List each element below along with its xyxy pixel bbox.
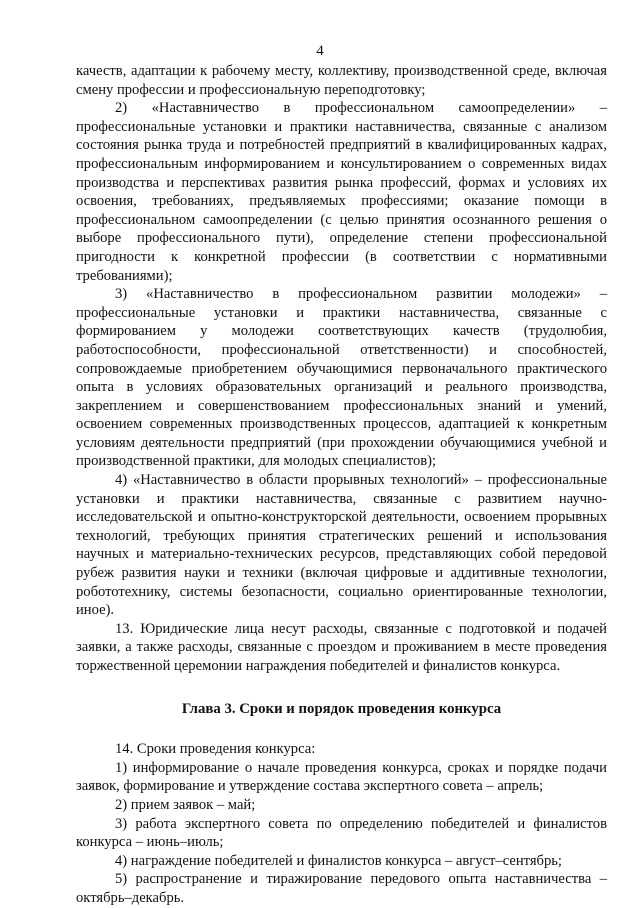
deadline-item-3: 3) работа экспертного совета по определению победителей и финалистов конкурса – июнь–июль; bbox=[76, 815, 607, 851]
chapter-heading: Глава 3. Сроки и порядок проведения конкурса bbox=[181, 700, 502, 717]
deadline-item-1: 1) информирование о начале проведения конкурса, сроках и порядке подачи заявок, формирование и утверждение состава экспертного совета – апрель; bbox=[76, 759, 607, 795]
paragraph-item-4: 4) «Наставничество в области прорывных технологий» – профессиональные установки и практики наставничества, связанные с развитием научно-исследовательской и опытно-конструкторской деятельности, освоением прорывных технологий, требующих принятия стратегических решений и использования научных и материально-технических ресурсов, представляющих собой передовой рубеж развития науки и техники (включая цифровые и аддитивные технологии, робототехнику, системы безопасности, социально ориентированные технологии, иное). bbox=[76, 472, 607, 619]
paragraph-14: 14. Сроки проведения конкурса: bbox=[115, 741, 316, 758]
deadline-item-5: 5) распространение и тиражирование передового опыта наставничества – октябрь–декабрь. bbox=[76, 871, 607, 906]
paragraph-13: 13. Юридические лица несут расходы, связанные с подготовкой и подачей заявки, а также расходы, связанные с проездом и проживанием в месте проведения торжественной церемонии награждения победителей и финалистов конкурса. bbox=[76, 620, 607, 674]
page-number: 4 bbox=[316, 43, 324, 59]
document-body bbox=[76, 62, 607, 908]
deadline-item-4: 4) награждение победителей и финалистов конкурса – август–сентябрь; bbox=[115, 852, 562, 869]
deadline-item-2: 2) прием заявок – май; bbox=[115, 796, 256, 813]
paragraph-item-2: 2) «Наставничество в профессиональном самоопределении» – профессиональные установки и практики наставничества, связанные с анализом состояния рынка труда и потребностей предприятий в квалифицированных кадрах, профессиональным информированием и консультированием о современных видах производства и перспективах развития рынка профессий, формах и условиях их освоения, требованиях, предъявляемых профессиями; оказание помощи в профессиональном самоопределении (с целью принятия осознанного решения о выборе профессионального пути), определение степени профессиональной пригодности к конкретной профессии (в соответствии с нормативными требованиями); bbox=[76, 100, 607, 284]
paragraph-continuation: качеств, адаптации к рабочему месту, коллективу, производственной среде, включая смену профессии и профессиональную переподготовку; bbox=[76, 63, 607, 98]
paragraph-item-3: 3) «Наставничество в профессиональном развитии молодежи» – профессиональные установки и практики наставничества, связанные с формированием у молодежи соответствующих качеств (трудолюбия, работоспособности, профессиональной ответственности) и способностей, сопровождаемые приобретением обучающимися первоначального практического опыта в условиях образовательных организаций и реального производства, закреплением и совершенствованием профессиональных знаний и умений, освоением современных производственных процессов, адаптацией к конкретным условиям деятельности предприятий (при прохождении обучающимися учебной и производственной практики, для молодых специалистов); bbox=[76, 286, 607, 470]
